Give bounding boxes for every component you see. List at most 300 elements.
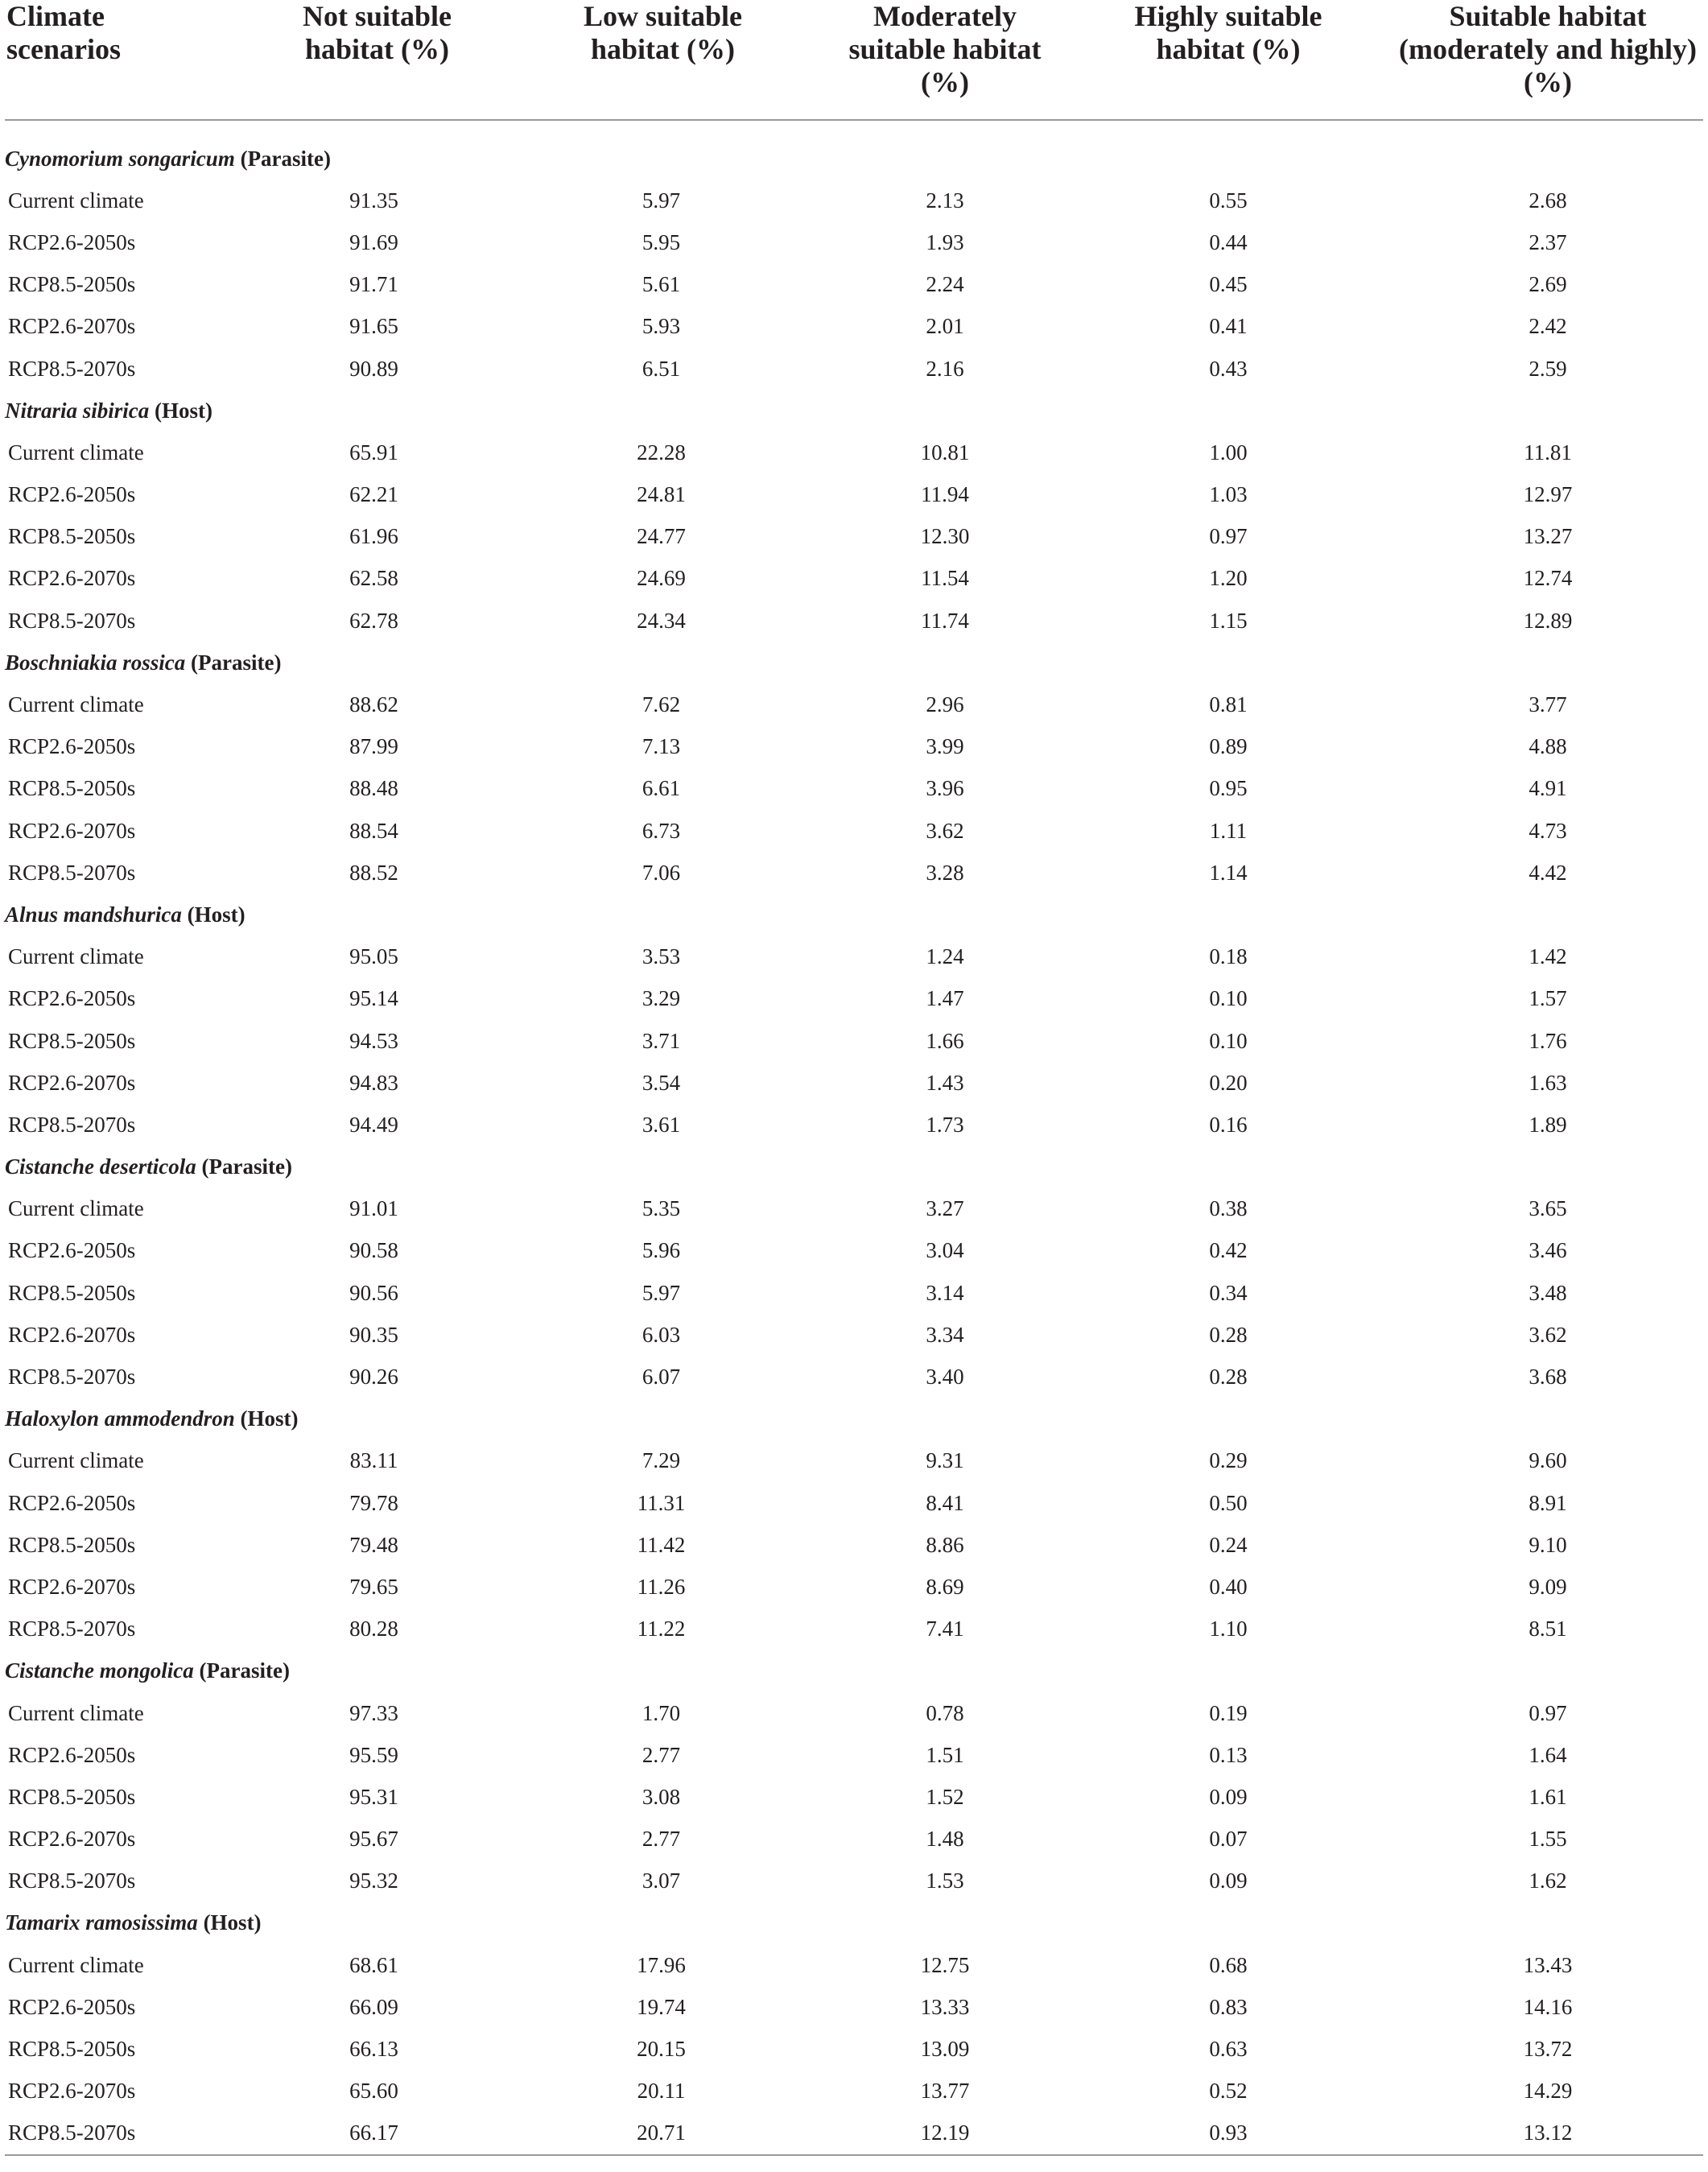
species-name: Nitraria sibirica (5, 398, 150, 423)
value-cell: 11.42 (637, 1532, 686, 1557)
value-cell: 79.65 (349, 1574, 398, 1599)
value-cell: 95.05 (349, 944, 398, 969)
value-cell: 0.97 (1209, 524, 1248, 549)
table-row (5, 516, 1703, 558)
header-highly-suitable (1064, 0, 1392, 120)
value-cell: 95.67 (349, 1827, 398, 1852)
value-cell: 1.48 (926, 1827, 964, 1852)
species-name: Boschniakia rossica (5, 650, 186, 675)
value-cell: 24.69 (637, 566, 686, 591)
value-cell: 1.89 (1529, 1112, 1567, 1137)
species-group-cell (5, 894, 1703, 935)
value-cell: 14.16 (1523, 1994, 1573, 2019)
value-cell: 68.61 (349, 1952, 398, 1977)
value-cell: 87.99 (349, 734, 398, 759)
species-group-row (5, 1398, 1703, 1440)
value-cell: 0.68 (1209, 1952, 1248, 1977)
table-row (5, 1692, 1703, 1734)
value-cell: 1.64 (1529, 1742, 1567, 1767)
scenario-cell: RCP2.6-2070s (8, 566, 136, 591)
species-role: (Host) (240, 1406, 299, 1431)
value-cell: 66.17 (254, 2112, 500, 2155)
value-cell: 90.56 (349, 1280, 398, 1305)
scenario-cell: RCP8.5-2070s (5, 2112, 254, 2155)
value-cell: 20.11 (637, 2079, 686, 2104)
scenario-cell: RCP2.6-2050s (8, 1994, 136, 2019)
value-cell: 0.52 (1209, 2079, 1248, 2104)
species-group-cell (5, 1398, 1703, 1440)
header-moderately-suitable (826, 0, 1064, 120)
table-row (5, 1776, 1703, 1818)
value-cell: 3.71 (642, 1028, 681, 1053)
scenario-cell: RCP8.5-2050s (8, 272, 136, 297)
table-row (5, 1356, 1703, 1398)
value-cell: 12.30 (920, 524, 970, 549)
value-cell: 6.07 (642, 1365, 681, 1390)
species-group-row (5, 1146, 1703, 1188)
value-cell: 19.74 (637, 1994, 686, 2019)
value-cell: 24.77 (637, 524, 686, 549)
species-name: Cynomorium songaricum (5, 146, 235, 171)
scenario-cell: RCP8.5-2070s (8, 1868, 136, 1893)
value-cell: 1.47 (926, 986, 964, 1011)
value-cell: 4.42 (1529, 860, 1567, 885)
value-cell: 13.12 (1392, 2112, 1703, 2155)
value-cell: 79.48 (349, 1532, 398, 1557)
species-group-cell (5, 390, 1703, 432)
scenario-cell: RCP8.5-2070s (8, 860, 136, 885)
value-cell: 7.06 (642, 860, 681, 885)
value-cell: 0.63 (1209, 2037, 1248, 2062)
scenario-cell: RCP8.5-2050s (8, 776, 136, 801)
scenario-cell: RCP2.6-2070s (8, 1322, 136, 1347)
species-group-row (5, 894, 1703, 935)
value-cell: 1.14 (1209, 860, 1248, 885)
value-cell: 0.95 (1209, 776, 1248, 801)
value-cell: 4.91 (1529, 776, 1567, 801)
table-row (5, 810, 1703, 852)
species-role: (Parasite) (240, 146, 332, 171)
value-cell: 8.69 (926, 1574, 964, 1599)
value-cell: 0.09 (1209, 1784, 1248, 1809)
species-name: Cistanche deserticola (5, 1154, 196, 1179)
value-cell: 11.31 (637, 1490, 686, 1515)
header-line: Highly suitable (1134, 0, 1322, 32)
value-cell: 11.22 (637, 1617, 686, 1641)
scenario-cell: RCP2.6-2070s (8, 1070, 136, 1095)
value-cell: 8.41 (926, 1490, 964, 1515)
table-header (5, 0, 1703, 120)
value-cell: 3.07 (642, 1868, 681, 1893)
value-cell: 0.16 (1209, 1112, 1248, 1137)
scenario-cell: Current climate (8, 1448, 144, 1473)
scenario-cell: RCP2.6-2070s (8, 2079, 136, 2104)
scenario-cell: Current climate (8, 188, 144, 213)
table-row (5, 1860, 1703, 1902)
species-group-row (5, 138, 1703, 180)
value-cell: 0.24 (1209, 1532, 1248, 1557)
value-cell: 3.04 (926, 1238, 964, 1263)
value-cell: 11.94 (921, 482, 969, 507)
table-row (5, 768, 1703, 810)
value-cell: 1.73 (926, 1112, 964, 1137)
value-cell: 5.96 (642, 1238, 681, 1263)
table-row (5, 2112, 1703, 2155)
value-cell: 17.96 (637, 1952, 686, 1977)
table-row (5, 474, 1703, 516)
value-cell: 3.53 (642, 944, 681, 969)
value-cell: 90.35 (349, 1322, 398, 1347)
value-cell: 66.09 (349, 1994, 398, 2019)
scenario-cell: RCP8.5-2070s (8, 608, 136, 633)
value-cell: 88.62 (349, 692, 398, 717)
scenario-cell: RCP8.5-2050s (8, 1280, 136, 1305)
species-group-cell (5, 642, 1703, 683)
header-not-suitable (254, 0, 500, 120)
species-name: Haloxylon ammodendron (5, 1406, 235, 1431)
value-cell: 65.91 (349, 440, 398, 465)
value-cell: 3.77 (1529, 692, 1567, 717)
value-cell: 5.61 (642, 272, 681, 297)
table-row (5, 1062, 1703, 1104)
value-cell: 2.69 (1529, 272, 1567, 297)
value-cell: 24.34 (637, 608, 686, 633)
value-cell: 1.10 (1209, 1617, 1248, 1641)
value-cell: 12.75 (920, 1952, 970, 1977)
header-line: (moderately and highly) (1398, 33, 1697, 65)
value-cell: 91.71 (349, 272, 398, 297)
table-body (5, 120, 1703, 2155)
value-cell: 91.01 (349, 1196, 398, 1221)
header-line: suitable habitat (848, 33, 1042, 65)
table-row (5, 221, 1703, 263)
value-cell: 1.11 (1209, 818, 1248, 843)
table-row (5, 600, 1703, 642)
value-cell: 1.70 (642, 1700, 681, 1725)
value-cell: 90.58 (349, 1238, 398, 1263)
value-cell: 3.40 (926, 1365, 964, 1390)
value-cell: 88.48 (349, 776, 398, 801)
header-suitable-habitat (1392, 0, 1703, 120)
species-group-row (5, 390, 1703, 432)
value-cell: 8.91 (1529, 1490, 1567, 1515)
value-cell: 3.62 (1529, 1322, 1567, 1347)
value-cell: 1.76 (1529, 1028, 1567, 1053)
value-cell: 1.61 (1529, 1784, 1567, 1809)
species-group-cell (5, 1902, 1703, 1944)
table-row (5, 1314, 1703, 1356)
value-cell: 7.62 (642, 692, 681, 717)
value-cell: 20.71 (500, 2112, 826, 2155)
value-cell: 4.73 (1529, 818, 1567, 843)
value-cell: 0.83 (1209, 1994, 1248, 2019)
species-name: Alnus mandshurica (5, 902, 182, 927)
value-cell: 8.51 (1529, 1617, 1567, 1641)
scenario-cell: RCP2.6-2050s (8, 482, 136, 507)
value-cell: 1.42 (1529, 944, 1567, 969)
value-cell: 1.43 (926, 1070, 964, 1095)
scenario-cell: RCP2.6-2050s (8, 734, 136, 759)
scenario-cell: Current climate (8, 440, 144, 465)
table-row (5, 1230, 1703, 1272)
value-cell: 9.10 (1529, 1532, 1567, 1557)
table-row (5, 683, 1703, 725)
value-cell: 95.14 (349, 986, 398, 1011)
value-cell: 3.61 (642, 1112, 681, 1137)
value-cell: 2.68 (1529, 188, 1567, 213)
species-role: (Host) (203, 1910, 262, 1935)
scenario-cell: RCP8.5-2050s (8, 1028, 136, 1053)
scenario-cell: RCP8.5-2050s (8, 524, 136, 549)
table-row (5, 2028, 1703, 2070)
value-cell: 1.52 (926, 1784, 964, 1809)
value-cell: 0.55 (1209, 188, 1248, 213)
table-row (5, 1524, 1703, 1566)
scenario-cell: RCP2.6-2070s (8, 1827, 136, 1852)
scenario-cell: RCP2.6-2050s (8, 1490, 136, 1515)
table-row (5, 558, 1703, 600)
header-line: Moderately (873, 0, 1017, 32)
habitat-table (5, 0, 1703, 2156)
header-line: scenarios (6, 33, 121, 65)
value-cell: 5.93 (642, 314, 681, 339)
value-cell: 12.97 (1523, 482, 1573, 507)
table-row (5, 1104, 1703, 1146)
table-row (5, 852, 1703, 894)
species-name: Tamarix ramosissima (5, 1910, 198, 1935)
header-line: Climate (6, 0, 105, 32)
value-cell: 62.58 (349, 566, 398, 591)
value-cell: 3.96 (926, 776, 964, 801)
value-cell: 0.10 (1209, 1028, 1248, 1053)
value-cell: 13.33 (920, 1994, 970, 2019)
table-row (5, 2071, 1703, 2112)
value-cell: 0.89 (1209, 734, 1248, 759)
value-cell: 0.41 (1209, 314, 1248, 339)
scenario-cell: RCP2.6-2050s (8, 1742, 136, 1767)
scenario-cell: RCP2.6-2050s (8, 986, 136, 1011)
value-cell: 0.45 (1209, 272, 1248, 297)
header-line: Not suitable (302, 0, 452, 32)
scenario-cell: Current climate (8, 944, 144, 969)
value-cell: 6.03 (642, 1322, 681, 1347)
value-cell: 1.63 (1529, 1070, 1567, 1095)
value-cell: 9.09 (1529, 1574, 1567, 1599)
value-cell: 1.62 (1529, 1868, 1567, 1893)
table-row (5, 726, 1703, 768)
value-cell: 3.14 (926, 1280, 964, 1305)
value-cell: 6.61 (642, 776, 681, 801)
value-cell: 6.51 (642, 356, 681, 381)
value-cell: 4.88 (1529, 734, 1567, 759)
value-cell: 3.62 (926, 818, 964, 843)
species-role: (Parasite) (199, 1658, 290, 1683)
species-group-cell (5, 138, 1703, 180)
value-cell: 2.37 (1529, 229, 1567, 254)
value-cell: 11.54 (921, 566, 969, 591)
value-cell: 0.43 (1209, 356, 1248, 381)
value-cell: 12.89 (1523, 608, 1573, 633)
scenario-cell: Current climate (8, 1952, 144, 1977)
value-cell: 2.59 (1529, 356, 1567, 381)
species-role: (Parasite) (201, 1154, 292, 1179)
value-cell: 13.43 (1523, 1952, 1573, 1977)
value-cell: 3.48 (1529, 1280, 1567, 1305)
value-cell: 1.20 (1209, 566, 1248, 591)
value-cell: 94.83 (349, 1070, 398, 1095)
value-cell: 13.72 (1523, 2037, 1573, 2062)
value-cell: 5.95 (642, 229, 681, 254)
table-row (5, 264, 1703, 306)
table-row (5, 1272, 1703, 1314)
value-cell: 83.11 (349, 1448, 398, 1473)
scenario-cell: RCP2.6-2050s (8, 229, 136, 254)
value-cell: 7.41 (926, 1617, 964, 1641)
scenario-cell: RCP8.5-2070s (8, 356, 136, 381)
value-cell: 88.52 (349, 860, 398, 885)
table-row (5, 180, 1703, 221)
value-cell: 13.09 (920, 2037, 970, 2062)
value-cell: 13.27 (1523, 524, 1573, 549)
scenario-cell: RCP2.6-2070s (8, 314, 136, 339)
scenario-cell: Current climate (8, 1196, 144, 1221)
value-cell: 1.24 (926, 944, 964, 969)
scenario-cell: RCP8.5-2050s (8, 1532, 136, 1557)
value-cell: 79.78 (349, 1490, 398, 1515)
value-cell: 7.13 (642, 734, 681, 759)
value-cell: 20.15 (637, 2037, 686, 2062)
table-row (5, 1944, 1703, 1986)
value-cell: 1.03 (1209, 482, 1248, 507)
value-cell: 11.81 (1524, 440, 1572, 465)
spacer-row (5, 120, 1703, 138)
value-cell: 0.38 (1209, 1196, 1248, 1221)
value-cell: 0.97 (1529, 1700, 1567, 1725)
header-line: (%) (1524, 66, 1572, 98)
table-row (5, 1188, 1703, 1230)
value-cell: 0.50 (1209, 1490, 1248, 1515)
value-cell: 0.28 (1209, 1365, 1248, 1390)
value-cell: 66.13 (349, 2037, 398, 2062)
value-cell: 6.73 (642, 818, 681, 843)
scenario-cell: RCP8.5-2050s (8, 2037, 136, 2062)
value-cell: 24.81 (637, 482, 686, 507)
table-row (5, 1020, 1703, 1062)
species-name: Cistanche mongolica (5, 1658, 194, 1683)
header-line: Suitable habitat (1449, 0, 1647, 32)
value-cell: 2.01 (926, 314, 964, 339)
scenario-cell: RCP2.6-2050s (8, 1238, 136, 1263)
table-row (5, 1440, 1703, 1482)
table-row (5, 432, 1703, 473)
value-cell: 0.10 (1209, 986, 1248, 1011)
value-cell: 91.65 (349, 314, 398, 339)
value-cell: 3.68 (1529, 1365, 1567, 1390)
table-row (5, 1819, 1703, 1860)
value-cell: 3.99 (926, 734, 964, 759)
value-cell: 14.29 (1523, 2079, 1573, 2104)
value-cell: 2.16 (926, 356, 964, 381)
value-cell: 0.19 (1209, 1700, 1248, 1725)
value-cell: 8.86 (926, 1532, 964, 1557)
value-cell: 0.81 (1209, 692, 1248, 717)
value-cell: 1.66 (926, 1028, 964, 1053)
value-cell: 5.97 (642, 188, 681, 213)
species-group-cell (5, 1650, 1703, 1692)
value-cell: 3.29 (642, 986, 681, 1011)
scenario-cell: Current climate (8, 692, 144, 717)
value-cell: 2.42 (1529, 314, 1567, 339)
scenario-cell: RCP2.6-2070s (8, 818, 136, 843)
value-cell: 3.34 (926, 1322, 964, 1347)
value-cell: 91.69 (349, 229, 398, 254)
value-cell: 2.77 (642, 1827, 681, 1852)
value-cell: 97.33 (349, 1700, 398, 1725)
table-row (5, 936, 1703, 978)
value-cell: 0.18 (1209, 944, 1248, 969)
value-cell: 94.53 (349, 1028, 398, 1053)
value-cell: 9.60 (1529, 1448, 1567, 1473)
header-row (5, 0, 1703, 120)
value-cell: 3.54 (642, 1070, 681, 1095)
value-cell: 0.20 (1209, 1070, 1248, 1095)
header-line: Low suitable (583, 0, 743, 32)
scenario-cell: RCP8.5-2070s (8, 1365, 136, 1390)
scenario-cell: RCP8.5-2050s (8, 1784, 136, 1809)
value-cell: 1.93 (926, 229, 964, 254)
species-role: (Parasite) (191, 650, 282, 675)
value-cell: 10.81 (920, 440, 970, 465)
value-cell: 0.29 (1209, 1448, 1248, 1473)
value-cell: 80.28 (349, 1617, 398, 1641)
value-cell: 95.59 (349, 1742, 398, 1767)
table-row (5, 348, 1703, 390)
header-line: habitat (%) (1156, 33, 1301, 65)
value-cell: 0.44 (1209, 229, 1248, 254)
table-row (5, 978, 1703, 1020)
table-row (5, 1734, 1703, 1776)
scenario-cell: RCP2.6-2070s (8, 1574, 136, 1599)
value-cell: 7.29 (642, 1448, 681, 1473)
table-row (5, 1608, 1703, 1650)
value-cell: 61.96 (349, 524, 398, 549)
value-cell: 91.35 (349, 188, 398, 213)
species-group-row (5, 1650, 1703, 1692)
value-cell: 2.24 (926, 272, 964, 297)
header-line: (%) (921, 66, 969, 98)
value-cell: 1.15 (1209, 608, 1248, 633)
header-climate-scenarios (5, 0, 254, 120)
value-cell: 12.19 (826, 2112, 1064, 2155)
value-cell: 3.65 (1529, 1196, 1567, 1221)
value-cell: 90.26 (349, 1365, 398, 1390)
scenario-cell: RCP8.5-2070s (8, 1112, 136, 1137)
value-cell: 62.21 (349, 482, 398, 507)
header-line: habitat (%) (591, 33, 735, 65)
value-cell: 0.07 (1209, 1827, 1248, 1852)
value-cell: 0.28 (1209, 1322, 1248, 1347)
value-cell: 3.08 (642, 1784, 681, 1809)
value-cell: 0.93 (1064, 2112, 1392, 2155)
value-cell: 11.74 (921, 608, 969, 633)
header-line: habitat (%) (305, 33, 449, 65)
value-cell: 13.77 (920, 2079, 970, 2104)
value-cell: 88.54 (349, 818, 398, 843)
value-cell: 62.78 (349, 608, 398, 633)
scenario-cell: RCP8.5-2070s (8, 1617, 136, 1641)
species-group-row (5, 1902, 1703, 1944)
value-cell: 12.74 (1523, 566, 1573, 591)
